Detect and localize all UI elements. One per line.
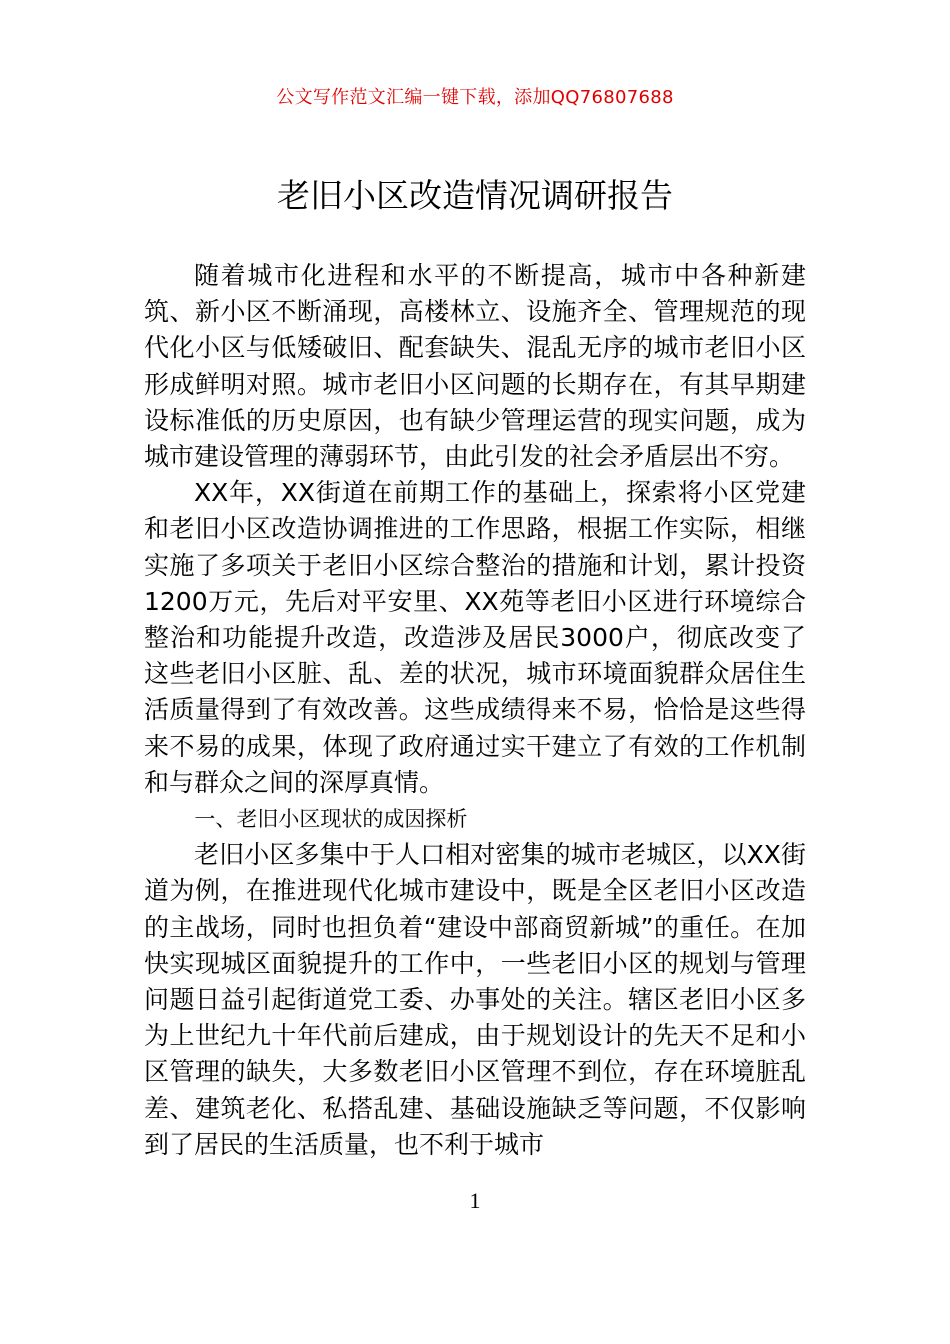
section-paragraph: 老旧小区多集中于人口相对密集的城市老城区，以XX街道为例，在推进现代化城市建设中，既是全区老旧小区改造的主战场，同时也担负着“建设中部商贸新城”的重任。在加快实现城区面貌提升的工作中，一些老旧小区的规划与管理问题日益引起街道党工委、办事处的关注。辖区老旧小区多为上世纪九十年代前后建成，由于规划设计的先天不足和小区管理的缺失，大多数老旧小区管理不到位，存在环境脏乱差、建筑老化、私搭乱建、基础设施缺乏等问题，不仅影响到了居民的生活质量，也不利于城市: [144, 840, 806, 1159]
document-title: 老旧小区改造情况调研报告: [277, 176, 673, 215]
document-body: [144, 258, 806, 1163]
achievement-paragraph: XX年，XX街道在前期工作的基础上，探索将小区党建和老旧小区改造协调推进的工作思路，根据工作实际，相继实施了多项关于老旧小区综合整治的措施和计划，累计投资1200万元，先后对平安里、XX苑等老旧小区进行环境综合整治和功能提升改造，改造涉及居民3000户，彻底改变了这些老旧小区脏、乱、差的状况，城市环境面貌群众居住生活质量得到了有效改善。这些成绩得来不易，恰恰是这些得来不易的成果，体现了政府通过实干建立了有效的工作机制和与群众之间的深厚真情。: [144, 478, 806, 797]
download-notice: 公文写作范文汇编一键下载，添加QQ76807688: [276, 87, 674, 108]
intro-paragraph: 随着城市化进程和水平的不断提高，城市中各种新建筑、新小区不断涌现，高楼林立、设施齐全、管理规范的现代化小区与低矮破旧、配套缺失、混乱无序的城市老旧小区形成鲜明对照。城市老旧小区问题的长期存在，有其早期建设标准低的历史原因，也有缺少管理运营的现实问题，成为城市建设管理的薄弱环节，由此引发的社会矛盾层出不穷。: [144, 261, 806, 472]
page-number: 1: [469, 1188, 481, 1213]
section-heading: 一、老旧小区现状的成因探析: [194, 807, 468, 832]
